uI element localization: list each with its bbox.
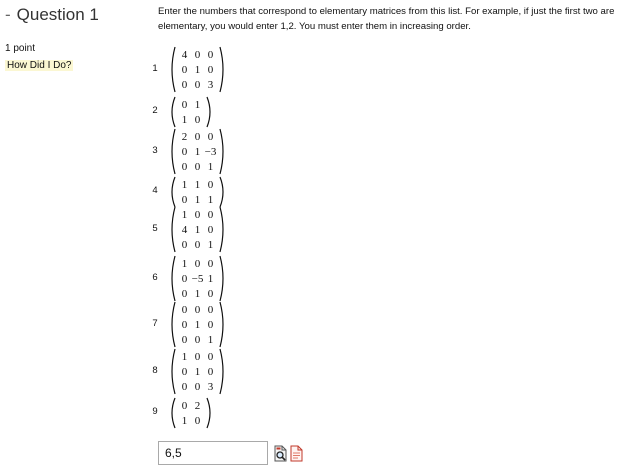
matrix-entry: 0 <box>194 131 201 143</box>
left-parenthesis <box>172 302 175 347</box>
question-title <box>5 5 99 25</box>
matrix-entry: 1 <box>194 224 201 236</box>
matrix-entry: 0 <box>207 209 214 221</box>
matrix-entry: 0 <box>207 304 214 316</box>
matrix-entry: 3 <box>207 79 214 91</box>
matrix-entry: 0 <box>207 64 214 76</box>
matrix-entry: 0 <box>194 415 201 427</box>
matrix-entry: 1 <box>181 415 188 427</box>
matrix-entry: −5 <box>191 273 204 285</box>
matrix-entry: 1 <box>194 179 201 191</box>
matrix-entry: 1 <box>181 258 188 270</box>
left-parenthesis <box>172 256 175 301</box>
matrix-entry: 1 <box>181 351 188 363</box>
matrix-entry: 0 <box>207 131 214 143</box>
matrix-label: 1 <box>152 62 158 74</box>
matrix-entry: 1 <box>194 366 201 378</box>
matrix-entry: 0 <box>181 319 188 331</box>
left-parenthesis <box>172 349 175 394</box>
matrix-entry: 0 <box>181 366 188 378</box>
matrix-entry: 4 <box>181 224 188 236</box>
matrix-entry: 0 <box>194 304 201 316</box>
matrix-entry: 0 <box>181 99 188 111</box>
matrix-entry: 0 <box>181 334 188 346</box>
matrix-entry: 0 <box>207 258 214 270</box>
matrix-entry: 1 <box>194 99 201 111</box>
matrix-entry: 0 <box>181 64 188 76</box>
right-parenthesis <box>220 349 223 394</box>
matrix-entry: 0 <box>207 49 214 61</box>
matrix-entry: 1 <box>181 179 188 191</box>
right-parenthesis <box>220 256 223 301</box>
matrix-entry: 0 <box>194 161 201 173</box>
matrix-entry: 0 <box>207 351 214 363</box>
left-parenthesis <box>172 129 175 174</box>
matrix-entry: 0 <box>181 161 188 173</box>
matrix-label: 6 <box>152 271 158 283</box>
matrix-entry: 0 <box>207 224 214 236</box>
matrix-figure <box>169 46 226 93</box>
how-did-i-do-label: How Did I Do? <box>7 60 72 71</box>
right-parenthesis <box>207 398 210 428</box>
matrix-figure <box>169 348 226 395</box>
matrix-entry: 0 <box>181 381 188 393</box>
matrix-entry: 1 <box>207 161 214 173</box>
matrix-figure <box>169 397 213 429</box>
left-parenthesis <box>172 47 175 92</box>
left-parenthesis <box>172 177 175 207</box>
matrix-entry: 1 <box>194 146 201 158</box>
matrix-entry: 1 <box>207 334 214 346</box>
left-parenthesis <box>172 207 175 252</box>
matrix-entry: 0 <box>207 366 214 378</box>
matrix-entry: 1 <box>207 239 214 251</box>
matrix-entry: 2 <box>181 131 188 143</box>
right-parenthesis <box>220 129 223 174</box>
matrix-entry: 1 <box>194 194 201 206</box>
matrix-figure <box>169 176 226 208</box>
matrix-label: 4 <box>152 185 158 196</box>
matrix-entry: 0 <box>194 49 201 61</box>
matrix-entry: 0 <box>181 273 188 285</box>
matrix-entry: 0 <box>181 146 188 158</box>
right-parenthesis <box>220 177 223 207</box>
matrix-entry: 1 <box>207 194 214 206</box>
matrix-entry: 1 <box>194 288 201 300</box>
title-dash: - <box>5 5 11 24</box>
answer-input[interactable] <box>158 441 268 465</box>
matrix-figure <box>169 255 226 302</box>
matrix-entry: 0 <box>194 239 201 251</box>
matrix-entry: 0 <box>181 400 188 412</box>
document-icon[interactable] <box>290 445 303 462</box>
matrix-entry: 0 <box>194 381 201 393</box>
points-label: 1 point <box>5 43 36 54</box>
matrix-entry: 1 <box>194 319 201 331</box>
matrix-figure <box>169 301 226 348</box>
matrix-label: 8 <box>152 364 158 376</box>
matrix-entry: 1 <box>181 114 188 126</box>
matrix-entry: 0 <box>194 79 201 91</box>
matrix-figure <box>169 96 213 128</box>
matrix-entry: 4 <box>181 49 188 61</box>
matrix-label: 9 <box>152 406 158 417</box>
matrix-label: 5 <box>152 222 158 234</box>
matrix-entry: 0 <box>207 179 214 191</box>
matrix-entry: 1 <box>181 209 188 221</box>
right-parenthesis <box>220 47 223 92</box>
matrix-entry: 0 <box>207 288 214 300</box>
matrix-entry: 0 <box>181 79 188 91</box>
matrix-entry: 0 <box>194 258 201 270</box>
right-parenthesis <box>220 207 223 252</box>
matrix-entry: 0 <box>181 239 188 251</box>
matrix-label: 2 <box>152 105 158 116</box>
matrix-label: 7 <box>152 317 158 329</box>
matrix-entry: 1 <box>194 64 201 76</box>
matrix-entry: −3 <box>204 146 217 158</box>
question-title-text: Question 1 <box>16 5 99 24</box>
matrix-entry: 0 <box>194 209 201 221</box>
matrix-entry: 0 <box>207 319 214 331</box>
matrix-entry: 0 <box>194 114 201 126</box>
instructions-text: Enter the numbers that correspond to elementary matrices from this list. For example, if just the first two are elementary, you would enter 1,2. You must enter them in increasing order. <box>158 6 615 32</box>
matrix-label: 3 <box>152 144 158 156</box>
left-parenthesis <box>172 97 175 127</box>
right-parenthesis <box>220 302 223 347</box>
left-parenthesis <box>172 398 175 428</box>
matrix-figure <box>169 128 226 175</box>
matrix-entry: 2 <box>194 400 201 412</box>
matrix-entry: 0 <box>181 194 188 206</box>
matrix-entry: 0 <box>194 351 201 363</box>
right-parenthesis <box>207 97 210 127</box>
matrix-figure <box>169 206 226 253</box>
preview-magnifier-icon[interactable] <box>274 445 287 462</box>
matrix-entry: 0 <box>194 334 201 346</box>
matrix-entry: 1 <box>207 273 214 285</box>
matrix-entry: 3 <box>207 381 214 393</box>
matrix-entry: 0 <box>181 304 188 316</box>
matrix-entry: 0 <box>181 288 188 300</box>
